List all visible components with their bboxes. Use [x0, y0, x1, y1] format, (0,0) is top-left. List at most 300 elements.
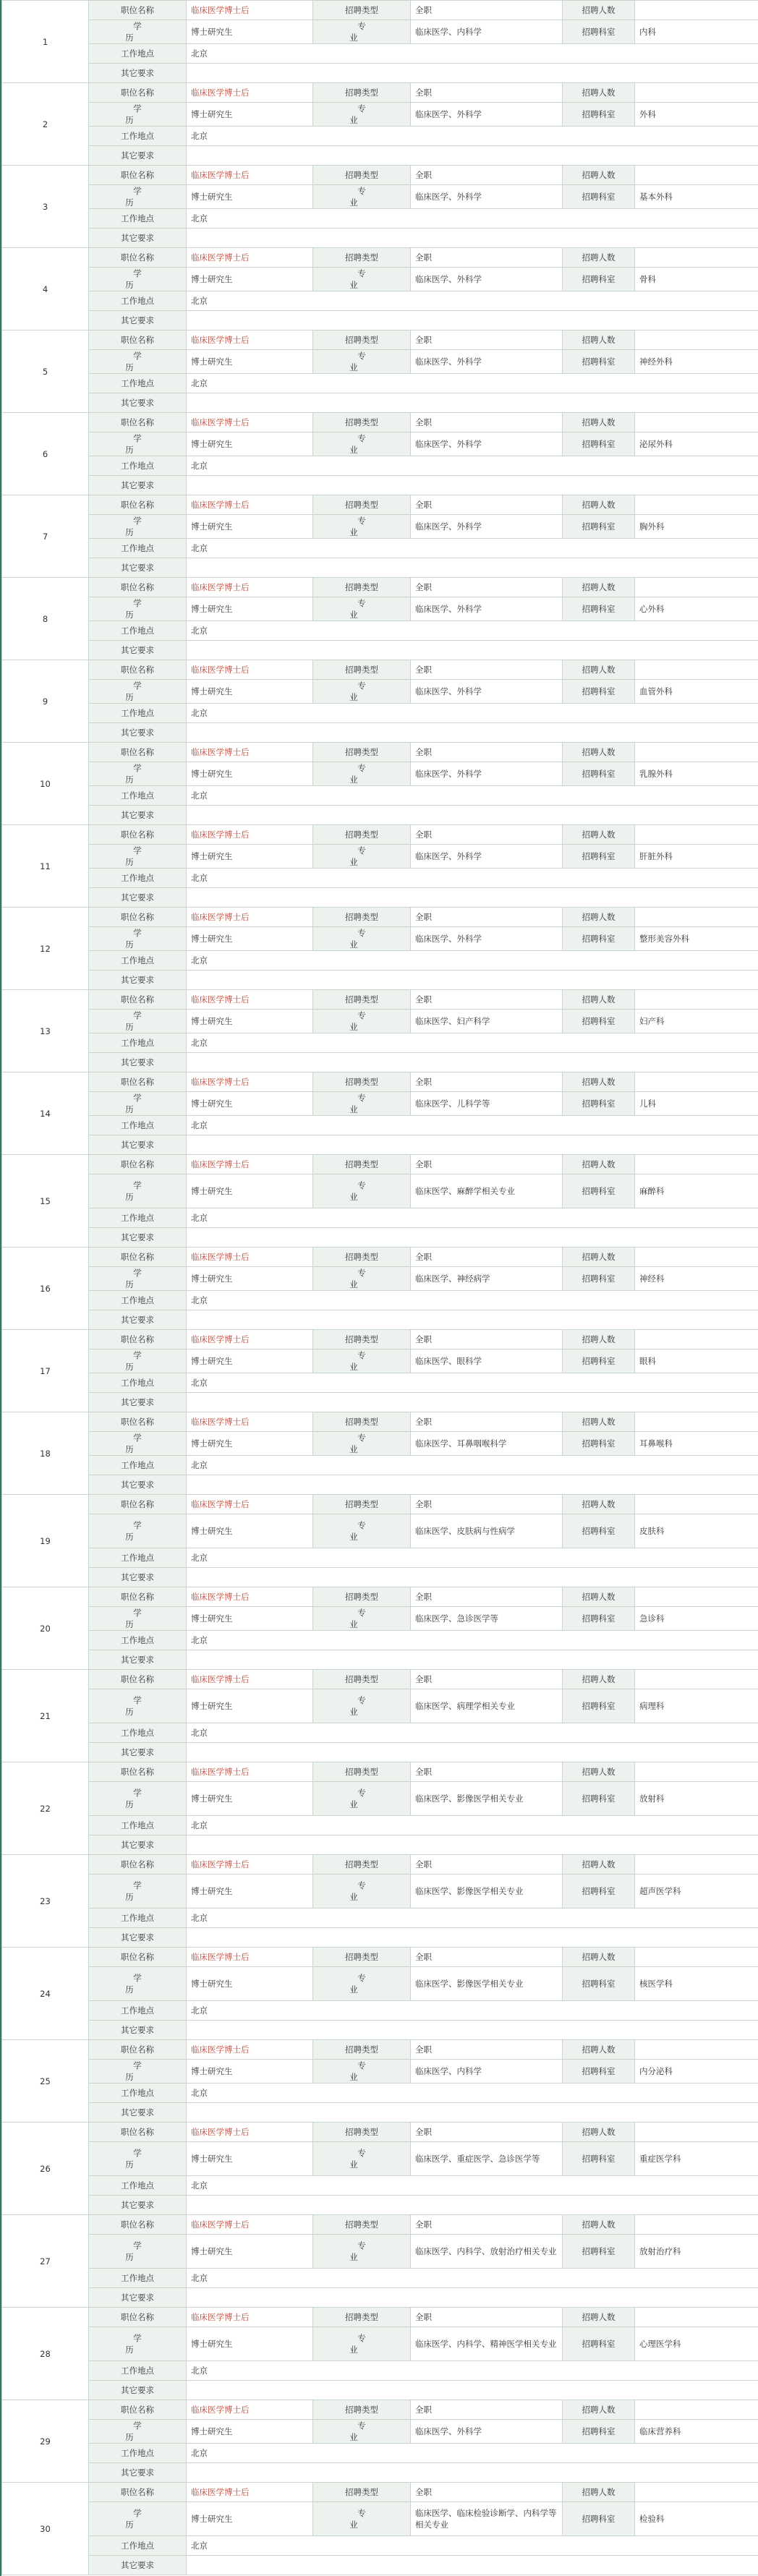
- location-value: 北京: [187, 1908, 758, 1928]
- major-label: 专 业: [313, 1782, 411, 1816]
- position-title[interactable]: 临床医学博士后: [187, 660, 313, 680]
- type-label: 招聘类型: [313, 1248, 411, 1267]
- type-label: 招聘类型: [313, 1587, 411, 1607]
- job-row-location: [2, 951, 758, 971]
- position-title[interactable]: 临床医学博士后: [187, 2215, 313, 2235]
- job-number: 27: [2, 2215, 89, 2308]
- position-label: 职位名称: [89, 743, 187, 762]
- location-label: 工作地点: [89, 1723, 187, 1743]
- job-row-other: [2, 723, 758, 743]
- major-label: 专 业: [313, 515, 411, 539]
- position-title[interactable]: 临床医学博士后: [187, 2308, 313, 2327]
- count-label: 招聘人数: [563, 1495, 635, 1514]
- education-value: 博士研究生: [187, 2142, 313, 2176]
- job-row-location: [2, 539, 758, 558]
- count-label: 招聘人数: [563, 908, 635, 927]
- count-value: [635, 1248, 758, 1267]
- location-value: 北京: [187, 2361, 758, 2381]
- type-value: 全职: [411, 1670, 563, 1689]
- department-value: 神经科: [635, 1267, 758, 1291]
- department-value: 泌尿外科: [635, 432, 758, 456]
- position-title[interactable]: 临床医学博士后: [187, 1412, 313, 1432]
- position-title[interactable]: 临床医学博士后: [187, 1330, 313, 1349]
- job-row-other: [2, 2556, 758, 2575]
- location-value: 北京: [187, 2176, 758, 2196]
- education-label: 学 历: [89, 1174, 187, 1208]
- job-row-location: [2, 621, 758, 641]
- other-label: 其它要求: [89, 1310, 187, 1330]
- job-row-position: [2, 1495, 758, 1514]
- major-label: 专 业: [313, 762, 411, 786]
- other-label: 其它要求: [89, 1835, 187, 1855]
- job-number: 20: [2, 1587, 89, 1670]
- education-value: 博士研究生: [187, 2235, 313, 2269]
- count-label: 招聘人数: [563, 1155, 635, 1174]
- type-label: 招聘类型: [313, 330, 411, 350]
- type-label: 招聘类型: [313, 2123, 411, 2142]
- type-value: 全职: [411, 1, 563, 20]
- other-value: [187, 1310, 758, 1330]
- job-number: 1: [2, 1, 89, 83]
- job-row-education: [2, 2327, 758, 2361]
- location-value: 北京: [187, 127, 758, 146]
- position-title[interactable]: 临床医学博士后: [187, 1072, 313, 1092]
- other-label: 其它要求: [89, 1928, 187, 1948]
- position-title[interactable]: 临床医学博士后: [187, 578, 313, 597]
- type-label: 招聘类型: [313, 248, 411, 268]
- count-label: 招聘人数: [563, 1248, 635, 1267]
- type-value: 全职: [411, 660, 563, 680]
- job-number: 24: [2, 1948, 89, 2040]
- position-title[interactable]: 临床医学博士后: [187, 2483, 313, 2502]
- education-value: 博士研究生: [187, 103, 313, 127]
- position-label: 职位名称: [89, 660, 187, 680]
- position-title[interactable]: 临床医学博士后: [187, 413, 313, 432]
- department-value: 乳腺外科: [635, 762, 758, 786]
- major-value: 临床医学、神经病学: [411, 1267, 563, 1291]
- position-title[interactable]: 临床医学博士后: [187, 1855, 313, 1875]
- position-title[interactable]: 临床医学博士后: [187, 1670, 313, 1689]
- count-value: [635, 660, 758, 680]
- location-label: 工作地点: [89, 1816, 187, 1835]
- major-label: 专 业: [313, 2235, 411, 2269]
- count-label: 招聘人数: [563, 1587, 635, 1607]
- department-label: 招聘科室: [563, 1689, 635, 1723]
- position-label: 职位名称: [89, 578, 187, 597]
- job-row-position: [2, 990, 758, 1010]
- count-value: [635, 1412, 758, 1432]
- job-row-other: [2, 806, 758, 825]
- job-row-education: [2, 927, 758, 951]
- type-value: 全职: [411, 2215, 563, 2235]
- position-title[interactable]: 临床医学博士后: [187, 1762, 313, 1782]
- education-label: 学 历: [89, 1514, 187, 1548]
- position-title[interactable]: 临床医学博士后: [187, 1, 313, 20]
- position-title[interactable]: 临床医学博士后: [187, 908, 313, 927]
- department-label: 招聘科室: [563, 515, 635, 539]
- major-label: 专 业: [313, 268, 411, 291]
- job-row-education: [2, 1689, 758, 1723]
- job-row-other: [2, 1743, 758, 1762]
- position-label: 职位名称: [89, 1, 187, 20]
- job-row-position: [2, 2215, 758, 2235]
- other-label: 其它要求: [89, 146, 187, 166]
- type-label: 招聘类型: [313, 1412, 411, 1432]
- major-value: 临床医学、临床检验诊断学、内科学等相关专业: [411, 2502, 563, 2536]
- department-label: 招聘科室: [563, 1875, 635, 1908]
- job-row-location: [2, 1816, 758, 1835]
- job-number: 11: [2, 825, 89, 908]
- count-label: 招聘人数: [563, 743, 635, 762]
- job-row-position: [2, 83, 758, 103]
- type-label: 招聘类型: [313, 166, 411, 185]
- other-label: 其它要求: [89, 2288, 187, 2308]
- count-label: 招聘人数: [563, 83, 635, 103]
- location-value: 北京: [187, 1373, 758, 1393]
- position-title[interactable]: 临床医学博士后: [187, 1155, 313, 1174]
- position-title[interactable]: 临床医学博士后: [187, 1248, 313, 1267]
- position-title[interactable]: 临床医学博士后: [187, 2040, 313, 2060]
- education-value: 博士研究生: [187, 1349, 313, 1373]
- education-value: 博士研究生: [187, 1267, 313, 1291]
- job-row-location: [2, 1291, 758, 1310]
- type-value: 全职: [411, 1155, 563, 1174]
- other-value: [187, 393, 758, 413]
- job-row-position: [2, 1155, 758, 1174]
- count-label: 招聘人数: [563, 1670, 635, 1689]
- type-value: 全职: [411, 1412, 563, 1432]
- major-value: 临床医学、外科学: [411, 432, 563, 456]
- location-label: 工作地点: [89, 291, 187, 311]
- other-value: [187, 2196, 758, 2215]
- department-value: 整形美容外科: [635, 927, 758, 951]
- job-row-education: [2, 2142, 758, 2176]
- other-label: 其它要求: [89, 393, 187, 413]
- other-label: 其它要求: [89, 1228, 187, 1248]
- count-value: [635, 908, 758, 927]
- other-label: 其它要求: [89, 229, 187, 248]
- position-label: 职位名称: [89, 330, 187, 350]
- other-value: [187, 1393, 758, 1412]
- education-value: 博士研究生: [187, 1514, 313, 1548]
- location-value: 北京: [187, 209, 758, 229]
- job-row-other: [2, 229, 758, 248]
- job-row-location: [2, 2444, 758, 2463]
- job-row-education: [2, 103, 758, 127]
- education-label: 学 历: [89, 927, 187, 951]
- job-row-other: [2, 1135, 758, 1155]
- job-row-location: [2, 1908, 758, 1928]
- position-title[interactable]: 临床医学博士后: [187, 743, 313, 762]
- other-value: [187, 311, 758, 330]
- job-row-other: [2, 2103, 758, 2123]
- department-label: 招聘科室: [563, 432, 635, 456]
- major-label: 专 业: [313, 2060, 411, 2084]
- type-value: 全职: [411, 1762, 563, 1782]
- job-row-education: [2, 1782, 758, 1816]
- education-label: 学 历: [89, 680, 187, 704]
- job-row-position: [2, 1587, 758, 1607]
- type-value: 全职: [411, 2308, 563, 2327]
- major-label: 专 业: [313, 927, 411, 951]
- major-label: 专 业: [313, 1514, 411, 1548]
- position-title[interactable]: 临床医学博士后: [187, 1587, 313, 1607]
- major-value: 临床医学、外科学: [411, 350, 563, 374]
- count-value: [635, 413, 758, 432]
- major-value: 临床医学、外科学: [411, 268, 563, 291]
- major-value: 临床医学、外科学: [411, 927, 563, 951]
- department-label: 招聘科室: [563, 2142, 635, 2176]
- department-label: 招聘科室: [563, 1514, 635, 1548]
- major-value: 临床医学、内科学、精神医学相关专业: [411, 2327, 563, 2361]
- type-label: 招聘类型: [313, 1330, 411, 1349]
- type-value: 全职: [411, 83, 563, 103]
- job-row-other: [2, 1475, 758, 1495]
- type-label: 招聘类型: [313, 83, 411, 103]
- job-row-other: [2, 2463, 758, 2483]
- type-value: 全职: [411, 1587, 563, 1607]
- other-value: [187, 641, 758, 660]
- job-row-education: [2, 1010, 758, 1033]
- type-label: 招聘类型: [313, 2483, 411, 2502]
- other-value: [187, 2021, 758, 2040]
- education-label: 学 历: [89, 350, 187, 374]
- education-value: 博士研究生: [187, 1432, 313, 1456]
- job-row-education: [2, 2420, 758, 2444]
- location-label: 工作地点: [89, 786, 187, 806]
- job-row-position: [2, 1248, 758, 1267]
- count-value: [635, 1495, 758, 1514]
- department-label: 招聘科室: [563, 2060, 635, 2084]
- major-label: 专 业: [313, 185, 411, 209]
- education-value: 博士研究生: [187, 597, 313, 621]
- job-number: 3: [2, 166, 89, 248]
- major-label: 专 业: [313, 597, 411, 621]
- department-value: 放射科: [635, 1782, 758, 1816]
- location-value: 北京: [187, 291, 758, 311]
- department-label: 招聘科室: [563, 1267, 635, 1291]
- other-label: 其它要求: [89, 1393, 187, 1412]
- job-number: 23: [2, 1855, 89, 1948]
- location-value: 北京: [187, 1116, 758, 1135]
- type-label: 招聘类型: [313, 578, 411, 597]
- department-value: 检验科: [635, 2502, 758, 2536]
- major-value: 临床医学、皮肤病与性病学: [411, 1514, 563, 1548]
- major-value: 临床医学、儿科学等: [411, 1092, 563, 1116]
- job-row-location: [2, 1548, 758, 1568]
- other-value: [187, 1928, 758, 1948]
- other-value: [187, 2288, 758, 2308]
- position-title[interactable]: 临床医学博士后: [187, 248, 313, 268]
- position-title[interactable]: 临床医学博士后: [187, 330, 313, 350]
- job-row-education: [2, 680, 758, 704]
- type-value: 全职: [411, 990, 563, 1010]
- department-label: 招聘科室: [563, 1349, 635, 1373]
- location-label: 工作地点: [89, 1456, 187, 1475]
- position-title[interactable]: 临床医学博士后: [187, 2123, 313, 2142]
- job-row-other: [2, 311, 758, 330]
- job-number: 14: [2, 1072, 89, 1155]
- job-row-education: [2, 350, 758, 374]
- department-value: 放射治疗科: [635, 2235, 758, 2269]
- job-row-education: [2, 515, 758, 539]
- job-row-location: [2, 127, 758, 146]
- job-row-location: [2, 2001, 758, 2021]
- education-value: 博士研究生: [187, 1782, 313, 1816]
- location-label: 工作地点: [89, 1373, 187, 1393]
- position-label: 职位名称: [89, 1155, 187, 1174]
- location-value: 北京: [187, 2536, 758, 2556]
- location-label: 工作地点: [89, 456, 187, 476]
- major-label: 专 业: [313, 1174, 411, 1208]
- other-label: 其它要求: [89, 806, 187, 825]
- position-title[interactable]: 临床医学博士后: [187, 990, 313, 1010]
- count-value: [635, 2215, 758, 2235]
- other-value: [187, 64, 758, 83]
- type-value: 全职: [411, 495, 563, 515]
- major-value: 临床医学、影像医学相关专业: [411, 1782, 563, 1816]
- type-value: 全职: [411, 2483, 563, 2502]
- type-label: 招聘类型: [313, 1155, 411, 1174]
- other-label: 其它要求: [89, 2556, 187, 2575]
- department-label: 招聘科室: [563, 350, 635, 374]
- type-value: 全职: [411, 578, 563, 597]
- count-label: 招聘人数: [563, 2483, 635, 2502]
- education-value: 博士研究生: [187, 927, 313, 951]
- type-value: 全职: [411, 1948, 563, 1967]
- job-row-education: [2, 2502, 758, 2536]
- count-value: [635, 2123, 758, 2142]
- other-label: 其它要求: [89, 2381, 187, 2400]
- other-value: [187, 2463, 758, 2483]
- position-title[interactable]: 临床医学博士后: [187, 495, 313, 515]
- major-label: 专 业: [313, 680, 411, 704]
- major-value: 临床医学、内科学: [411, 20, 563, 44]
- position-label: 职位名称: [89, 166, 187, 185]
- count-label: 招聘人数: [563, 825, 635, 845]
- education-value: 博士研究生: [187, 515, 313, 539]
- location-label: 工作地点: [89, 1291, 187, 1310]
- location-label: 工作地点: [89, 44, 187, 64]
- position-title[interactable]: 临床医学博士后: [187, 825, 313, 845]
- job-row-other: [2, 1650, 758, 1670]
- job-row-location: [2, 2176, 758, 2196]
- location-value: 北京: [187, 621, 758, 641]
- type-value: 全职: [411, 1330, 563, 1349]
- type-label: 招聘类型: [313, 2040, 411, 2060]
- department-label: 招聘科室: [563, 1432, 635, 1456]
- department-label: 招聘科室: [563, 845, 635, 869]
- job-row-location: [2, 1033, 758, 1053]
- job-row-other: [2, 2196, 758, 2215]
- education-value: 博士研究生: [187, 845, 313, 869]
- job-row-education: [2, 1514, 758, 1548]
- major-value: 临床医学、病理学相关专业: [411, 1689, 563, 1723]
- type-label: 招聘类型: [313, 2308, 411, 2327]
- job-row-location: [2, 1456, 758, 1475]
- major-label: 专 业: [313, 2327, 411, 2361]
- position-title[interactable]: 临床医学博士后: [187, 2400, 313, 2420]
- education-label: 学 历: [89, 1092, 187, 1116]
- education-label: 学 历: [89, 2420, 187, 2444]
- job-number: 2: [2, 83, 89, 166]
- position-title[interactable]: 临床医学博士后: [187, 1948, 313, 1967]
- education-value: 博士研究生: [187, 2420, 313, 2444]
- education-value: 博士研究生: [187, 762, 313, 786]
- department-label: 招聘科室: [563, 927, 635, 951]
- job-row-location: [2, 2269, 758, 2288]
- job-number: 9: [2, 660, 89, 743]
- position-title[interactable]: 临床医学博士后: [187, 166, 313, 185]
- major-value: 临床医学、内科学: [411, 2060, 563, 2084]
- type-value: 全职: [411, 413, 563, 432]
- job-number: 5: [2, 330, 89, 413]
- major-value: 临床医学、耳鼻咽喉科学: [411, 1432, 563, 1456]
- position-label: 职位名称: [89, 1330, 187, 1349]
- job-row-position: [2, 2483, 758, 2502]
- job-row-other: [2, 1228, 758, 1248]
- location-label: 工作地点: [89, 1116, 187, 1135]
- education-label: 学 历: [89, 1010, 187, 1033]
- count-label: 招聘人数: [563, 248, 635, 268]
- count-label: 招聘人数: [563, 1330, 635, 1349]
- education-value: 博士研究生: [187, 2502, 313, 2536]
- position-label: 职位名称: [89, 2483, 187, 2502]
- location-value: 北京: [187, 374, 758, 393]
- job-row-education: [2, 1432, 758, 1456]
- job-number: 13: [2, 990, 89, 1072]
- department-label: 招聘科室: [563, 185, 635, 209]
- job-number: 8: [2, 578, 89, 660]
- other-value: [187, 1228, 758, 1248]
- education-label: 学 历: [89, 1349, 187, 1373]
- department-value: 麻醉科: [635, 1174, 758, 1208]
- job-number: 15: [2, 1155, 89, 1248]
- other-value: [187, 723, 758, 743]
- department-value: 胸外科: [635, 515, 758, 539]
- position-label: 职位名称: [89, 1587, 187, 1607]
- other-label: 其它要求: [89, 888, 187, 908]
- count-value: [635, 1072, 758, 1092]
- location-label: 工作地点: [89, 1908, 187, 1928]
- department-label: 招聘科室: [563, 1607, 635, 1631]
- type-label: 招聘类型: [313, 1495, 411, 1514]
- count-value: [635, 83, 758, 103]
- job-row-position: [2, 743, 758, 762]
- education-value: 博士研究生: [187, 350, 313, 374]
- job-row-education: [2, 845, 758, 869]
- major-label: 专 业: [313, 2420, 411, 2444]
- job-row-position: [2, 166, 758, 185]
- major-label: 专 业: [313, 20, 411, 44]
- job-row-position: [2, 2400, 758, 2420]
- count-value: [635, 248, 758, 268]
- type-value: 全职: [411, 743, 563, 762]
- location-label: 工作地点: [89, 621, 187, 641]
- job-row-other: [2, 393, 758, 413]
- department-label: 招聘科室: [563, 1010, 635, 1033]
- job-row-position: [2, 330, 758, 350]
- other-value: [187, 476, 758, 495]
- major-value: 临床医学、重症医学、急诊医学等: [411, 2142, 563, 2176]
- other-label: 其它要求: [89, 311, 187, 330]
- type-label: 招聘类型: [313, 1, 411, 20]
- job-number: 18: [2, 1412, 89, 1495]
- job-row-position: [2, 2123, 758, 2142]
- other-label: 其它要求: [89, 1743, 187, 1762]
- position-title[interactable]: 临床医学博士后: [187, 1495, 313, 1514]
- position-title[interactable]: 临床医学博士后: [187, 83, 313, 103]
